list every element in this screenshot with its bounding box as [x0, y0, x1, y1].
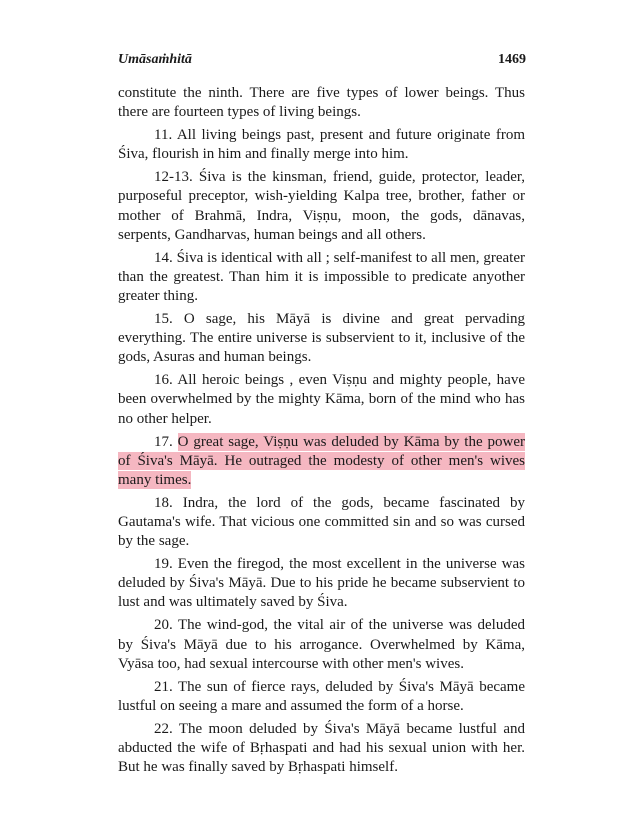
highlighted-passage: O great sage, Viṣṇu was deluded by Kāma by the power of Śiva's Māyā. He outraged the modesty of other men's wives many times.	[118, 433, 525, 488]
verse-10-continuation: constitute the ninth. There are five types of lower beings. Thus there are fourteen types of living beings.	[118, 85, 525, 121]
verse-18: 18. Indra, the lord of the gods, became fascinated by Gautama's wife. That vicious one committed sin and so was cursed by the sage.	[118, 494, 525, 550]
verse-17	[118, 433, 525, 490]
verse-20: 20. The wind-god, the vital air of the universe was deluded by Śiva's Māyā due to his arrogance. Overwhelmed by Kāma, Vyāsa too, had sexual intercourse with other men's wives.	[118, 617, 525, 672]
verse-11: 11. All living beings past, present and future originate from Śiva, flourish in him and finally merge into him.	[118, 127, 525, 163]
running-title: Umāsaṁhitā	[118, 52, 192, 67]
verse-17-number: 17.	[154, 433, 173, 450]
verse-21: 21. The sun of fierce rays, deluded by Śiva's Māyā became lustful on seeing a mare and assumed the form of a horse.	[118, 678, 525, 714]
verse-14: 14. Śiva is identical with all ; self-manifest to all men, greater than the greatest. Than him it is impossible to predicate anyother greater thing.	[118, 249, 525, 304]
verse-22: 22. The moon deluded by Śiva's Māyā became lustful and abducted the wife of Bṛhaspati and had his sexual union with her. But he was finally saved by Bṛhaspati himself.	[118, 720, 525, 776]
page-number: 1469	[498, 52, 526, 67]
verse-12-13: 12-13. Śiva is the kinsman, friend, guide, protector, leader, purposeful preceptor, wish-yielding Kalpa tree, brother, father or mother of Brahmā, Indra, Viṣṇu, moon, the gods, dānavas, serpents, Gandharvas, human beings and all others.	[118, 169, 525, 243]
verse-19: 19. Even the firegod, the most excellent in the universe was deluded by Śiva's Māyā. Due to his pride he became subservient to lust and was ultimately saved by Śiva.	[118, 556, 525, 611]
verse-16: 16. All heroic beings , even Viṣṇu and mighty people, have been overwhelmed by the mighty Kāma, born of the mind who has no other helper.	[118, 372, 525, 427]
verse-15: 15. O sage, his Māyā is divine and great pervading everything. The entire universe is subservient to it, inclusive of the gods, Asuras and human beings.	[118, 311, 525, 366]
running-header	[118, 52, 526, 68]
body-text	[118, 84, 525, 781]
